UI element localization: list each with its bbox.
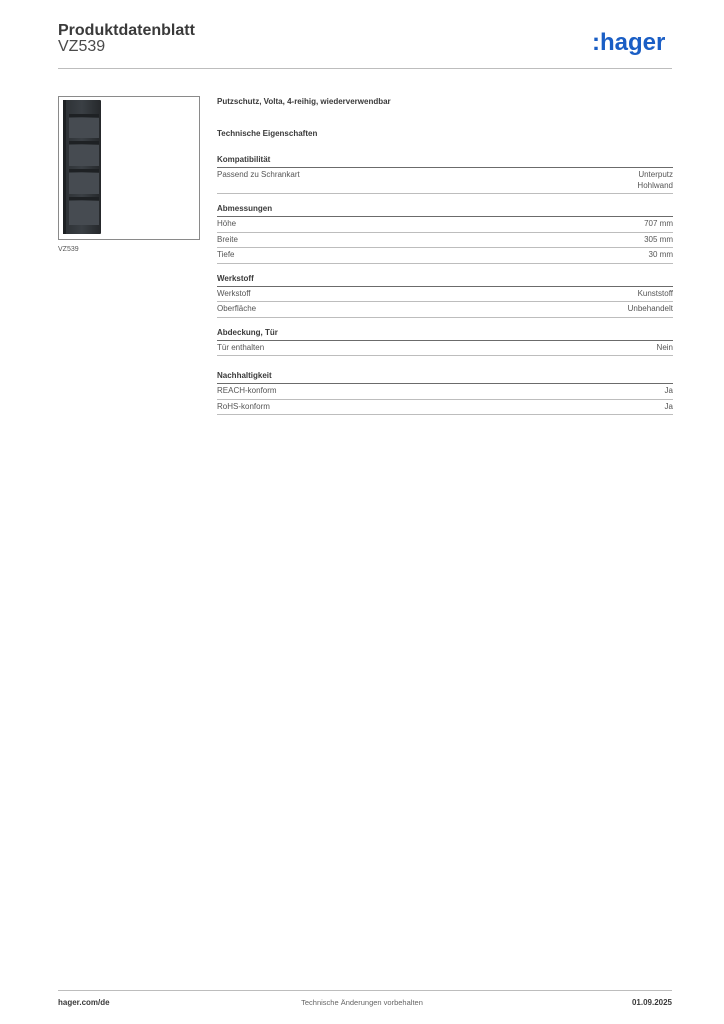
- spec-row: [217, 248, 673, 264]
- spec-label: REACH-konform: [217, 386, 277, 395]
- spec-label: Tiefe: [217, 250, 235, 259]
- group-title: Abmessungen: [217, 203, 673, 217]
- spec-row: [217, 233, 673, 249]
- spec-label: RoHS-konform: [217, 401, 270, 411]
- spec-row: [217, 168, 673, 194]
- group-abmessungen: [217, 203, 673, 264]
- page-title: Produktdatenblatt: [58, 22, 195, 39]
- section-heading: Technische Eigenschaften: [217, 129, 318, 138]
- spec-label: Tür enthalten: [217, 342, 265, 352]
- footer-website: hager.com/de: [58, 998, 110, 1007]
- hager-logo: [592, 28, 674, 58]
- spec-label: Höhe: [217, 219, 237, 228]
- spec-value: Ja: [664, 401, 673, 411]
- spec-row: [217, 400, 673, 416]
- spec-row: [217, 384, 673, 400]
- spec-row: [217, 302, 673, 318]
- footer-notice: Technische Änderungen vorbehalten: [301, 998, 423, 1007]
- group-title: Werkstoff: [217, 273, 673, 287]
- group-abdeckung-tuer: [217, 327, 673, 357]
- footer-date: 01.09.2025: [631, 998, 672, 1007]
- spec-value: 305 mm: [644, 234, 673, 244]
- specifications: [217, 97, 673, 415]
- spec-value: Unbehandelt: [627, 304, 673, 313]
- spec-label: Breite: [217, 234, 238, 244]
- group-kompatibilitaet: [217, 154, 673, 194]
- spec-value: Unterputz Hohlwand: [637, 170, 673, 190]
- spec-value: Ja: [664, 386, 673, 395]
- svg-text::hager: :hager: [592, 29, 666, 56]
- header-divider: [58, 68, 672, 69]
- spec-row: [217, 287, 673, 303]
- spec-value: 707 mm: [644, 219, 673, 228]
- spec-value: Nein: [656, 342, 673, 352]
- group-title: Nachhaltigkeit: [217, 370, 673, 384]
- spec-label: Werkstoff: [217, 288, 251, 298]
- group-werkstoff: [217, 273, 673, 318]
- group-title: Abdeckung, Tür: [217, 327, 673, 341]
- spec-value: 30 mm: [648, 250, 673, 259]
- spec-row: [217, 341, 673, 357]
- footer-divider: [58, 990, 672, 991]
- spec-row: [217, 217, 673, 233]
- product-code: VZ539: [58, 38, 106, 55]
- group-title: Kompatibilität: [217, 154, 673, 168]
- spec-label: Passend zu Schrankart: [217, 170, 300, 179]
- group-nachhaltigkeit: [217, 370, 673, 415]
- product-image: [59, 97, 199, 239]
- product-image-frame: [58, 96, 200, 240]
- product-image-caption: VZ539: [58, 246, 79, 253]
- spec-label: Oberfläche: [217, 304, 257, 313]
- spec-value: Kunststoff: [637, 288, 673, 298]
- product-description: Putzschutz, Volta, 4-reihig, wiederverwendbar: [217, 97, 391, 106]
